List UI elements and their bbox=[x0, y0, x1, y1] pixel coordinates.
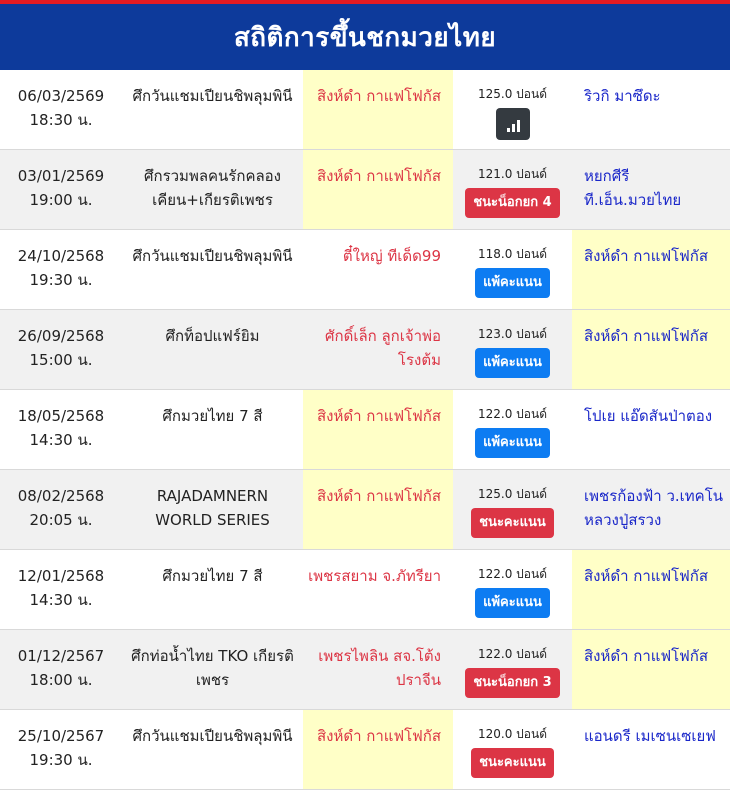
result-badge: ชนะน็อกยก 3 bbox=[465, 668, 559, 698]
fight-date: 18/05/2568 bbox=[17, 407, 105, 425]
table-row bbox=[0, 710, 730, 790]
result-badge: แพ้คะแนน bbox=[475, 428, 550, 458]
weight-result-cell bbox=[453, 310, 572, 389]
red-corner-fighter[interactable]: สิงห์ดำ กาแฟโฟกัส bbox=[303, 70, 453, 149]
red-corner-fighter[interactable]: เพชรสยาม จ.ภัทรียา bbox=[308, 567, 441, 585]
weight-result-cell bbox=[453, 550, 572, 629]
weight-result-cell bbox=[453, 150, 572, 229]
event-name: RAJADAMNERN WORLD SERIES bbox=[155, 487, 270, 529]
weight-class: 122.0 ปอนด์ bbox=[478, 407, 547, 421]
fight-date-cell bbox=[0, 710, 122, 789]
blue-corner-fighter[interactable]: หยกศีรี ที.เอ็น.มวยไทย bbox=[584, 167, 682, 209]
blue-corner-fighter[interactable]: สิงห์ดำ กาแฟโฟกัส bbox=[572, 550, 730, 629]
red-corner-fighter[interactable]: สิงห์ดำ กาแฟโฟกัส bbox=[303, 390, 453, 469]
result-badge: แพ้คะแนน bbox=[475, 348, 550, 378]
table-row bbox=[0, 230, 730, 310]
page-title: สถิติการขึ้นชกมวยไทย bbox=[233, 22, 497, 53]
fight-date-cell bbox=[0, 550, 122, 629]
blue-corner-fighter[interactable]: เพชรก้องฟ้า ว.เทคโนหลวงปู่สรวง bbox=[584, 487, 724, 529]
fight-time: 19:30 น. bbox=[29, 271, 93, 289]
fight-date-cell bbox=[0, 470, 122, 549]
table-row bbox=[0, 550, 730, 630]
red-corner-fighter[interactable]: สิงห์ดำ กาแฟโฟกัส bbox=[303, 470, 453, 549]
fight-date: 03/01/2569 bbox=[17, 167, 105, 185]
table-row bbox=[0, 630, 730, 710]
fight-time: 18:30 น. bbox=[29, 111, 93, 129]
page-header bbox=[0, 0, 730, 70]
weight-class: 125.0 ปอนด์ bbox=[478, 87, 547, 101]
fight-date-cell bbox=[0, 230, 122, 309]
red-corner-fighter[interactable]: เพชรไพลิน สจ.โต้งปราจีน bbox=[318, 647, 441, 689]
fight-date-cell bbox=[0, 70, 122, 149]
event-name: ศึกท็อปแฟร์ยิม bbox=[165, 327, 260, 345]
weight-result-cell bbox=[453, 70, 572, 149]
fight-date: 01/12/2567 bbox=[17, 647, 105, 665]
blue-corner-fighter[interactable]: ริวกิ มาซึดะ bbox=[584, 87, 661, 105]
weight-result-cell bbox=[453, 630, 572, 709]
blue-corner-fighter[interactable]: โปเย แอ๊ดสันป่าตอง bbox=[584, 407, 713, 425]
result-badge: ชนะน็อกยก 4 bbox=[465, 188, 559, 218]
result-badge: แพ้คะแนน bbox=[475, 588, 550, 618]
table-row bbox=[0, 150, 730, 230]
event-name: ศึกวันแชมเปียนชิพลุมพินี bbox=[132, 87, 293, 105]
weight-class: 123.0 ปอนด์ bbox=[478, 327, 547, 341]
weight-result-cell bbox=[453, 390, 572, 469]
event-name: ศึกมวยไทย 7 สี bbox=[162, 407, 263, 425]
fight-time: 19:00 น. bbox=[29, 191, 93, 209]
fight-date-cell bbox=[0, 310, 122, 389]
weight-class: 121.0 ปอนด์ bbox=[478, 167, 547, 181]
bar-chart-icon[interactable] bbox=[496, 108, 530, 140]
weight-class: 118.0 ปอนด์ bbox=[478, 247, 547, 261]
event-name: ศึกวันแชมเปียนชิพลุมพินี bbox=[132, 727, 293, 745]
result-badge: แพ้คะแนน bbox=[475, 268, 550, 298]
table-row bbox=[0, 70, 730, 150]
event-name: ศึกมวยไทย 7 สี bbox=[162, 567, 263, 585]
fight-date: 12/01/2568 bbox=[17, 567, 105, 585]
fight-time: 14:30 น. bbox=[29, 431, 93, 449]
weight-class: 122.0 ปอนด์ bbox=[478, 647, 547, 661]
fight-date-cell bbox=[0, 150, 122, 229]
fight-time: 18:00 น. bbox=[29, 671, 93, 689]
weight-result-cell bbox=[453, 470, 572, 549]
table-row bbox=[0, 310, 730, 390]
event-name: ศึกท่อน้ำไทย TKO เกียรติเพชร bbox=[131, 647, 294, 689]
red-corner-fighter[interactable]: ตี๋ใหญ่ ทีเด็ด99 bbox=[342, 247, 441, 265]
fight-time: 14:30 น. bbox=[29, 591, 93, 609]
blue-corner-fighter[interactable]: สิงห์ดำ กาแฟโฟกัส bbox=[572, 630, 730, 709]
fight-date: 06/03/2569 bbox=[17, 87, 105, 105]
fight-time: 20:05 น. bbox=[29, 511, 93, 529]
red-corner-fighter[interactable]: ศักดิ์เล็ก ลูกเจ้าพ่อโรงต้ม bbox=[324, 327, 441, 369]
red-corner-fighter[interactable]: สิงห์ดำ กาแฟโฟกัส bbox=[303, 710, 453, 789]
table-row bbox=[0, 390, 730, 470]
fight-record-table bbox=[0, 70, 730, 790]
result-badge: ชนะคะแนน bbox=[471, 748, 554, 778]
fight-time: 15:00 น. bbox=[29, 351, 93, 369]
fight-date: 25/10/2567 bbox=[17, 727, 105, 745]
blue-corner-fighter[interactable]: แอนดรี เมเซนเซเยฟ bbox=[584, 727, 716, 745]
weight-class: 125.0 ปอนด์ bbox=[478, 487, 547, 501]
fight-date: 08/02/2568 bbox=[17, 487, 105, 505]
result-badge: ชนะคะแนน bbox=[471, 508, 554, 538]
fight-date-cell bbox=[0, 630, 122, 709]
red-corner-fighter[interactable]: สิงห์ดำ กาแฟโฟกัส bbox=[303, 150, 453, 229]
event-name: ศึกวันแชมเปียนชิพลุมพินี bbox=[132, 247, 293, 265]
event-name: ศึกรวมพลคนรักคลองเคียน+เกียรติเพชร bbox=[143, 167, 282, 209]
fight-date: 26/09/2568 bbox=[17, 327, 105, 345]
blue-corner-fighter[interactable]: สิงห์ดำ กาแฟโฟกัส bbox=[572, 310, 730, 389]
blue-corner-fighter[interactable]: สิงห์ดำ กาแฟโฟกัส bbox=[572, 230, 730, 309]
weight-class: 120.0 ปอนด์ bbox=[478, 727, 547, 741]
weight-result-cell bbox=[453, 230, 572, 309]
weight-class: 122.0 ปอนด์ bbox=[478, 567, 547, 581]
weight-result-cell bbox=[453, 710, 572, 789]
fight-date: 24/10/2568 bbox=[17, 247, 105, 265]
fight-date-cell bbox=[0, 390, 122, 469]
fight-time: 19:30 น. bbox=[29, 751, 93, 769]
table-row bbox=[0, 470, 730, 550]
